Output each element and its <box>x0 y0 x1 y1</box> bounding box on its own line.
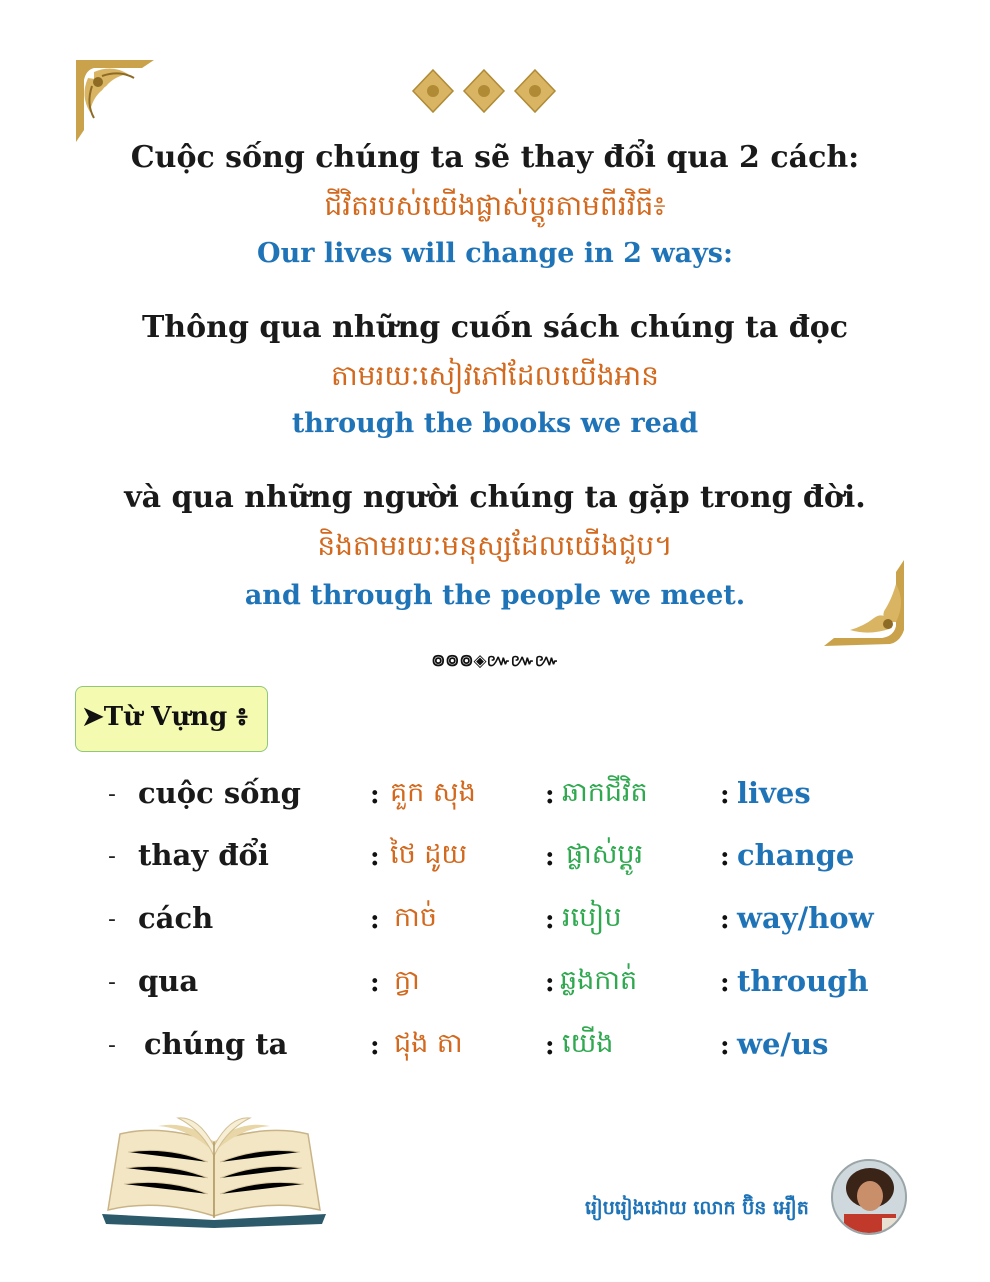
vocab-dash: - <box>108 970 116 995</box>
vocab-vietnamese: cuộc sống <box>138 776 301 810</box>
vocab-title-box <box>75 686 268 752</box>
vocab-pronunciation: គួក សុង <box>390 777 476 808</box>
vocab-row <box>0 1027 990 1077</box>
vocab-pronunciation: ថៃ ដូយ <box>390 839 468 870</box>
vocab-khmer: ផ្លាស់ប្តូរ <box>566 839 644 870</box>
vocab-english: change <box>737 838 855 872</box>
vocab-colon: : <box>720 968 730 998</box>
vocab-colon: : <box>370 905 380 935</box>
vocab-pronunciation: ក្វា <box>394 965 420 996</box>
vocab-pronunciation: កាច់ <box>394 902 437 933</box>
vocab-row <box>0 964 990 1014</box>
quote-line1-vietnamese: Cuộc sống chúng ta sẽ thay đổi qua 2 cách: <box>130 140 860 175</box>
vocab-dash: - <box>108 1033 116 1058</box>
vocab-english: lives <box>737 776 811 810</box>
vocab-khmer: យើង <box>562 1028 614 1059</box>
vocab-english: through <box>737 964 869 998</box>
vocab-colon: : <box>720 905 730 935</box>
vocab-english: we/us <box>737 1027 829 1061</box>
vocab-colon: : <box>370 842 380 872</box>
quote-line1-english: Our lives will change in 2 ways: <box>257 238 733 269</box>
quote-line3-vietnamese: và qua những người chúng ta gặp trong đời. <box>124 480 866 515</box>
author-avatar <box>830 1158 908 1236</box>
vocab-colon: : <box>545 1031 555 1061</box>
vocab-vietnamese: cách <box>138 901 214 935</box>
vocab-vietnamese: qua <box>138 964 199 998</box>
vocab-colon: : <box>370 1031 380 1061</box>
quote-line1-khmer: ជីវិតរបស់យើងផ្លាស់ប្តូរតាមពីរវិធី៖ <box>324 189 666 222</box>
quote-line2-khmer: តាមរយៈសៀវភៅដែលយើងអាន <box>331 359 659 392</box>
diamond-ornament-icon <box>410 68 558 114</box>
vocab-dash: - <box>108 782 116 807</box>
vocab-vietnamese: thay đổi <box>138 838 269 872</box>
vocab-vietnamese: chúng ta <box>144 1027 288 1061</box>
vocab-title: ➤Từ Vựng ៖ <box>82 702 248 732</box>
vocab-colon: : <box>720 780 730 810</box>
vocab-english: way/how <box>737 901 874 935</box>
vocab-khmer: ឆ្លងកាត់ <box>560 965 638 996</box>
vocab-colon: : <box>370 968 380 998</box>
section-divider: ៙៙៙◈៚៚៚ <box>431 651 559 671</box>
vocab-colon: : <box>720 842 730 872</box>
vocab-colon: : <box>720 1031 730 1061</box>
quote-line3-khmer: និងតាមរយៈមនុស្សដែលយើងជួប។ <box>317 529 673 562</box>
vocab-colon: : <box>545 780 555 810</box>
vocab-row <box>0 776 990 826</box>
vocab-row <box>0 838 990 888</box>
vocab-colon: : <box>545 968 555 998</box>
vocab-colon: : <box>545 905 555 935</box>
quote-line3-english: and through the people we meet. <box>244 580 746 611</box>
vocab-khmer: ឆាកជីវិត <box>562 777 648 808</box>
vocab-dash: - <box>108 907 116 932</box>
open-book-icon <box>98 1112 330 1228</box>
corner-ornament-icon <box>72 56 158 146</box>
vocab-khmer: របៀប <box>562 902 622 933</box>
vocab-colon: : <box>370 780 380 810</box>
vocab-dash: - <box>108 844 116 869</box>
quote-line2-english: through the books we read <box>291 408 699 439</box>
vocab-colon: : <box>545 842 555 872</box>
vocab-row <box>0 901 990 951</box>
author-credit: រៀបរៀងដោយ លោក ប៊ិន អឿត <box>585 1197 809 1219</box>
quote-line2-vietnamese: Thông qua những cuốn sách chúng ta đọc <box>141 310 849 345</box>
vocab-pronunciation: ជុង តា <box>394 1028 463 1059</box>
